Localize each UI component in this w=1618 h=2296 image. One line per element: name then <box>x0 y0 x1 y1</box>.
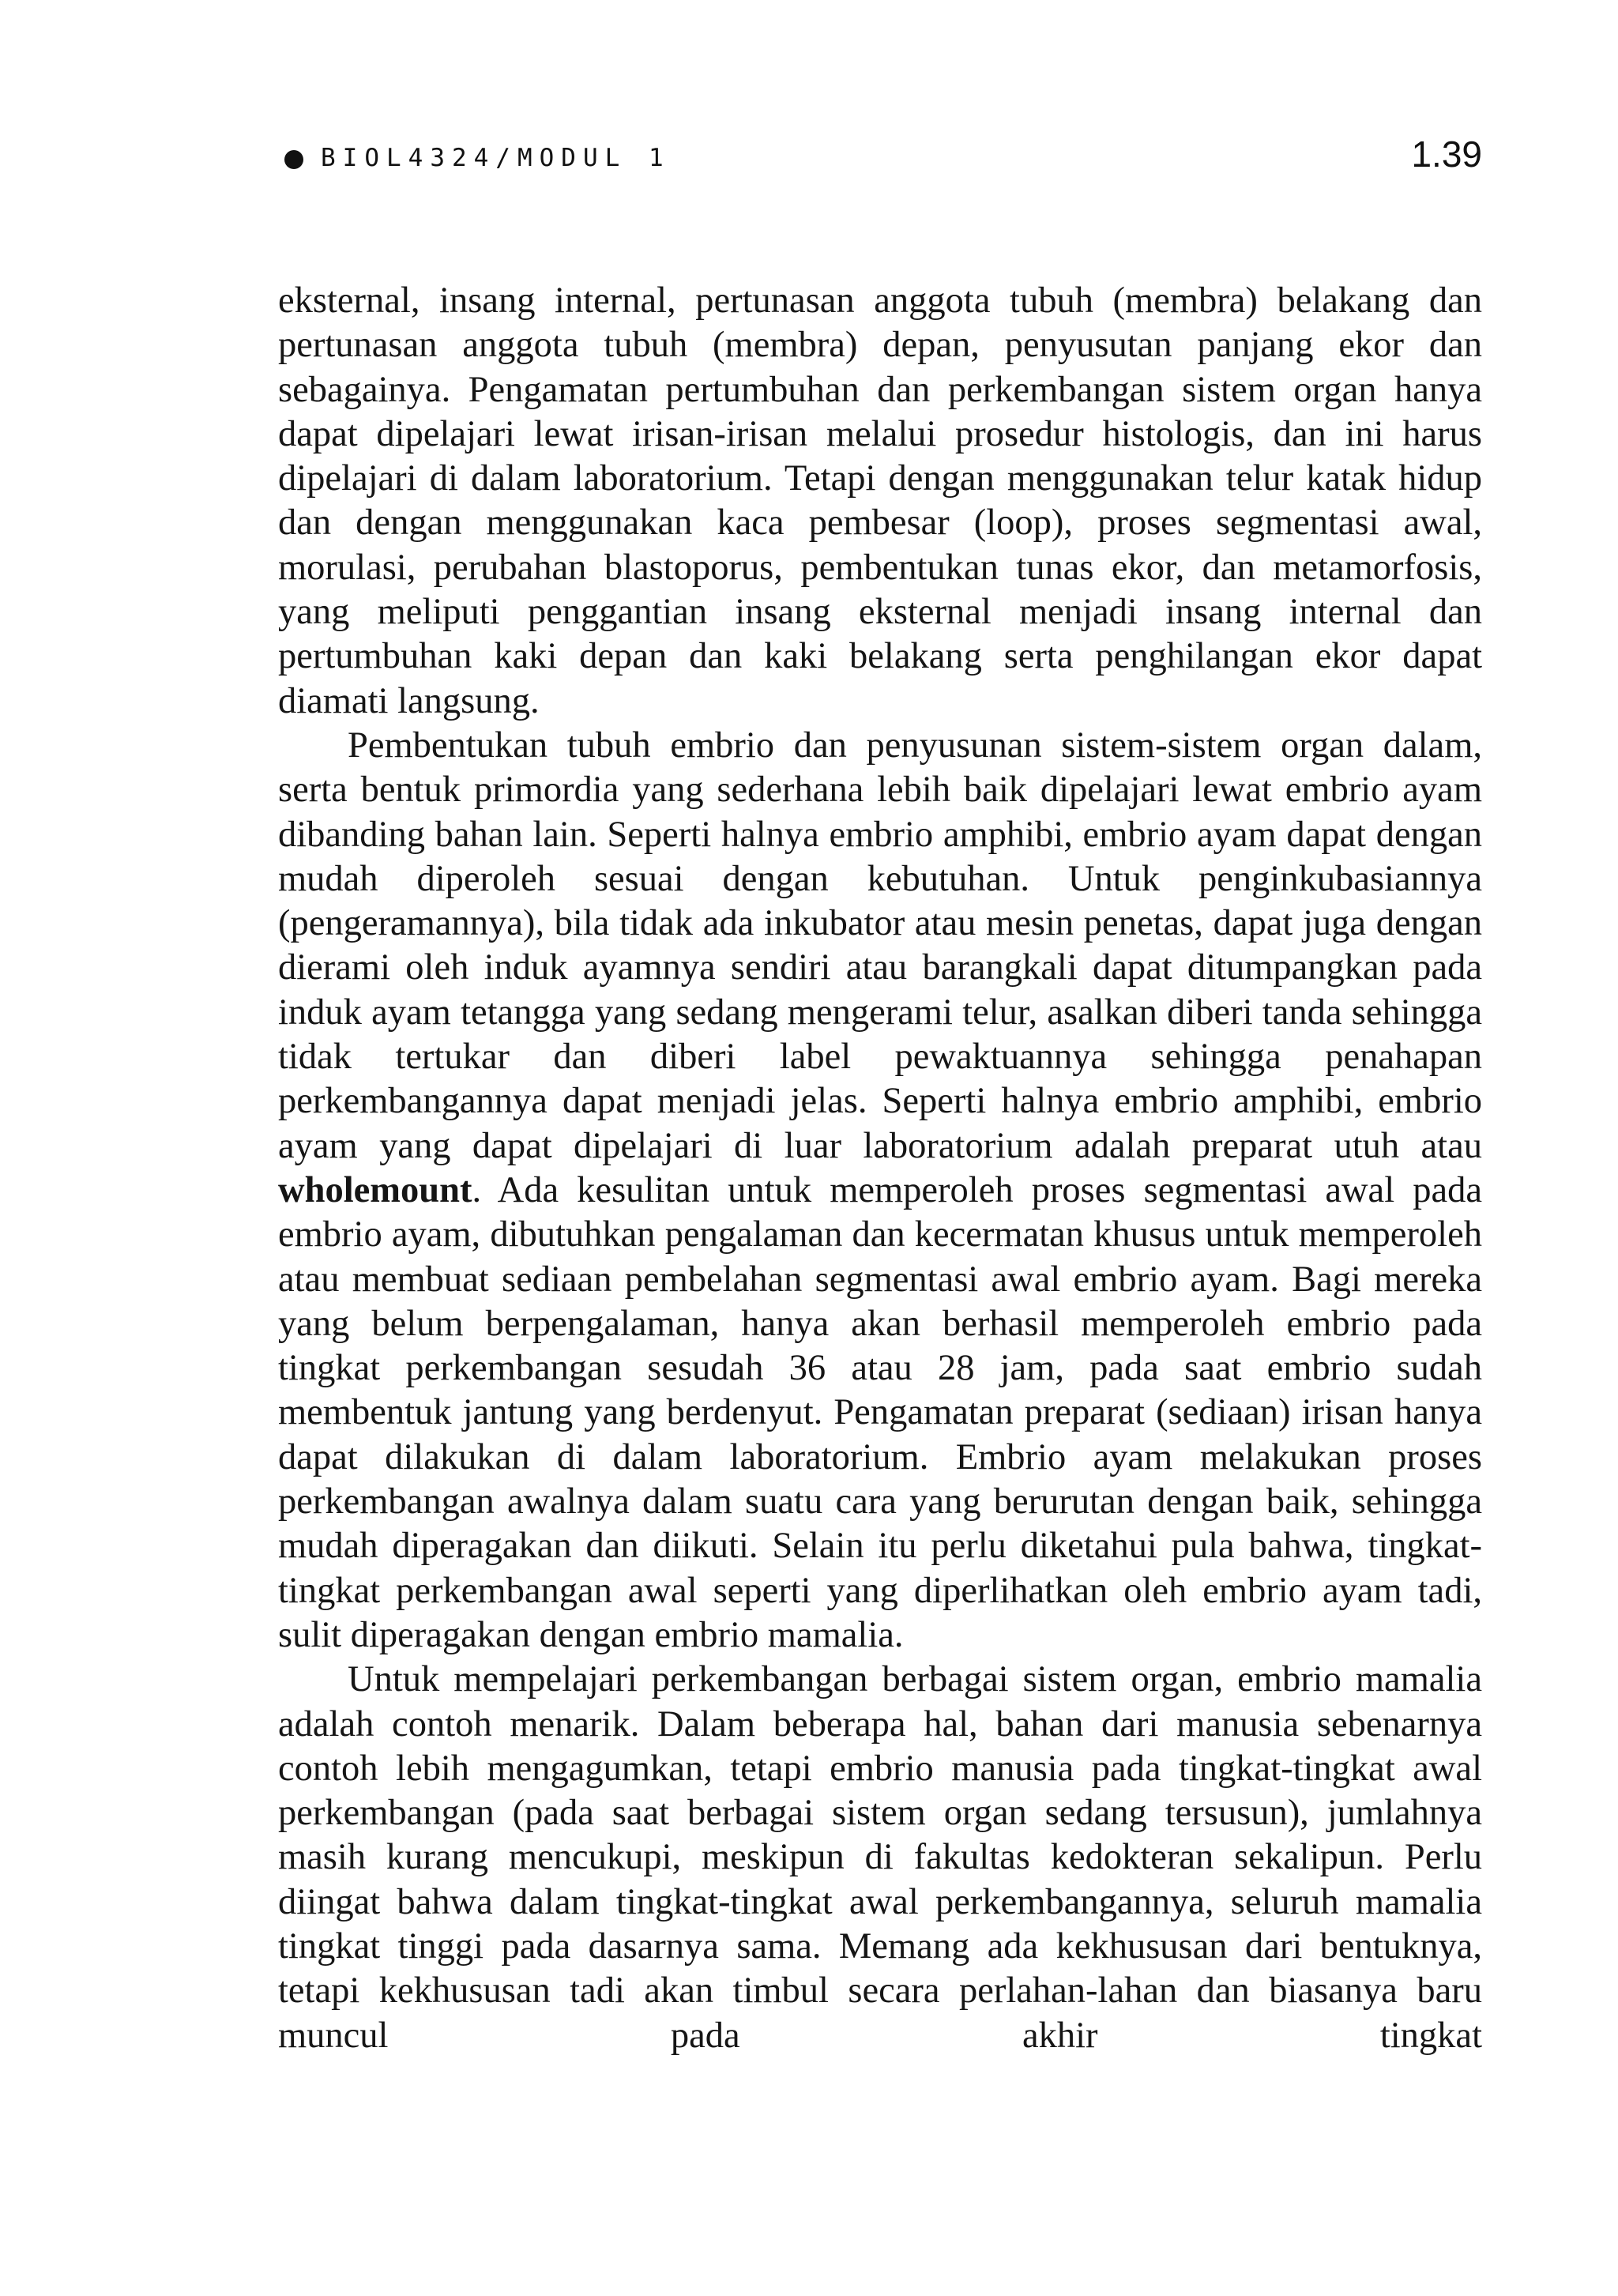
paragraph-2 <box>278 724 1482 1658</box>
body-text <box>278 279 1482 2058</box>
bold-term: wholemount <box>278 1169 472 1210</box>
running-head: BIOL4324/MODUL 1 <box>321 144 671 172</box>
paragraph-1 <box>278 279 1482 724</box>
text-run: Untuk mempelajari perkembangan berbagai sistem organ, embrio mamalia adalah contoh menarik. Dalam beberapa hal, bahan dari manusia sebenarnya contoh lebih mengagumkan, tetapi embrio manusia pada tingkat-tingkat awal perkembangan (pada saat berbagai sistem organ sedang tersusun), jumlahnya masih kurang mencukupi, meskipun di fakultas kedokteran sekalipun. Perlu diingat bahwa dalam tingkat-tingkat awal perkembangannya, seluruh mamalia tingkat tinggi pada dasarnya sama. Memang ada kekhususan dari bentuknya, tetapi kekhususan tadi akan timbul secara perlahan-lahan dan biasanya baru muncul pada akhir tingkat <box>278 1659 1482 2056</box>
text-run: . Ada kesulitan untuk memperoleh proses segmentasi awal pada embrio ayam, dibutuhkan pengalaman dan kecermatan khusus untuk memperoleh atau membuat sediaan pembelahan segmentasi awal embrio ayam. Bagi mereka yang belum berpengalaman, hanya akan berhasil memperoleh embrio pada tingkat perkembangan sesudah 36 atau 28 jam, pada saat embrio sudah membentuk jantung yang berdenyut. Pengamatan preparat (sediaan) irisan hanya dapat dilakukan di dalam laboratorium. Embrio ayam melakukan proses perkembangan awalnya dalam suatu cara yang berurutan dengan baik, sehingga mudah diperagakan dan diikuti. Selain itu perlu diketahui pula bahwa, tingkat-tingkat perkembangan awal seperti yang diperlihatkan oleh embrio ayam tadi, sulit diperagakan dengan embrio mamalia. <box>278 1169 1482 1655</box>
text-run: Pembentukan tubuh embrio dan penyusunan sistem-sistem organ dalam, serta bentuk primordia yang sederhana lebih baik dipelajari lewat embrio ayam dibanding bahan lain. Seperti halnya embrio amphibi, embrio ayam dapat dengan mudah diperoleh sesuai dengan kebutuhan. Untuk penginkubasiannya (pengeramannya), bila tidak ada inkubator atau mesin penetas, dapat juga dengan dierami oleh induk ayamnya sendiri atau barangkali dapat ditumpangkan pada induk ayam tetangga yang sedang mengerami telur, asalkan diberi tanda sehingga tidak tertukar dan diberi label pewaktuannya sehingga penahapan perkembangannya dapat menjadi jelas. Seperti halnya embrio amphibi, embrio ayam yang dapat dipelajari di luar laboratorium adalah preparat utuh atau <box>278 725 1482 1166</box>
text-run: eksternal, insang internal, pertunasan anggota tubuh (membra) belakang dan pertunasan anggota tubuh (membra) depan, penyusutan panjang ekor dan sebagainya. Pengamatan pertumbuhan dan perkembangan sistem organ hanya dapat dipelajari lewat irisan-irisan melalui prosedur histologis, dan ini harus dipelajari di dalam laboratorium. Tetapi dengan menggunakan telur katak hidup dan dengan menggunakan kaca pembesar (loop), proses segmentasi awal, morulasi, perubahan blastoporus, pembentukan tunas ekor, dan metamorfosis, yang meliputi penggantian insang eksternal menjadi insang internal dan pertumbuhan kaki depan dan kaki belakang serta penghilangan ekor dapat diamati langsung. <box>278 280 1482 721</box>
page-number: 1.39 <box>1411 134 1482 175</box>
paragraph-3 <box>278 1658 1482 2058</box>
bullet-icon <box>284 150 303 169</box>
page-header <box>284 133 1482 180</box>
